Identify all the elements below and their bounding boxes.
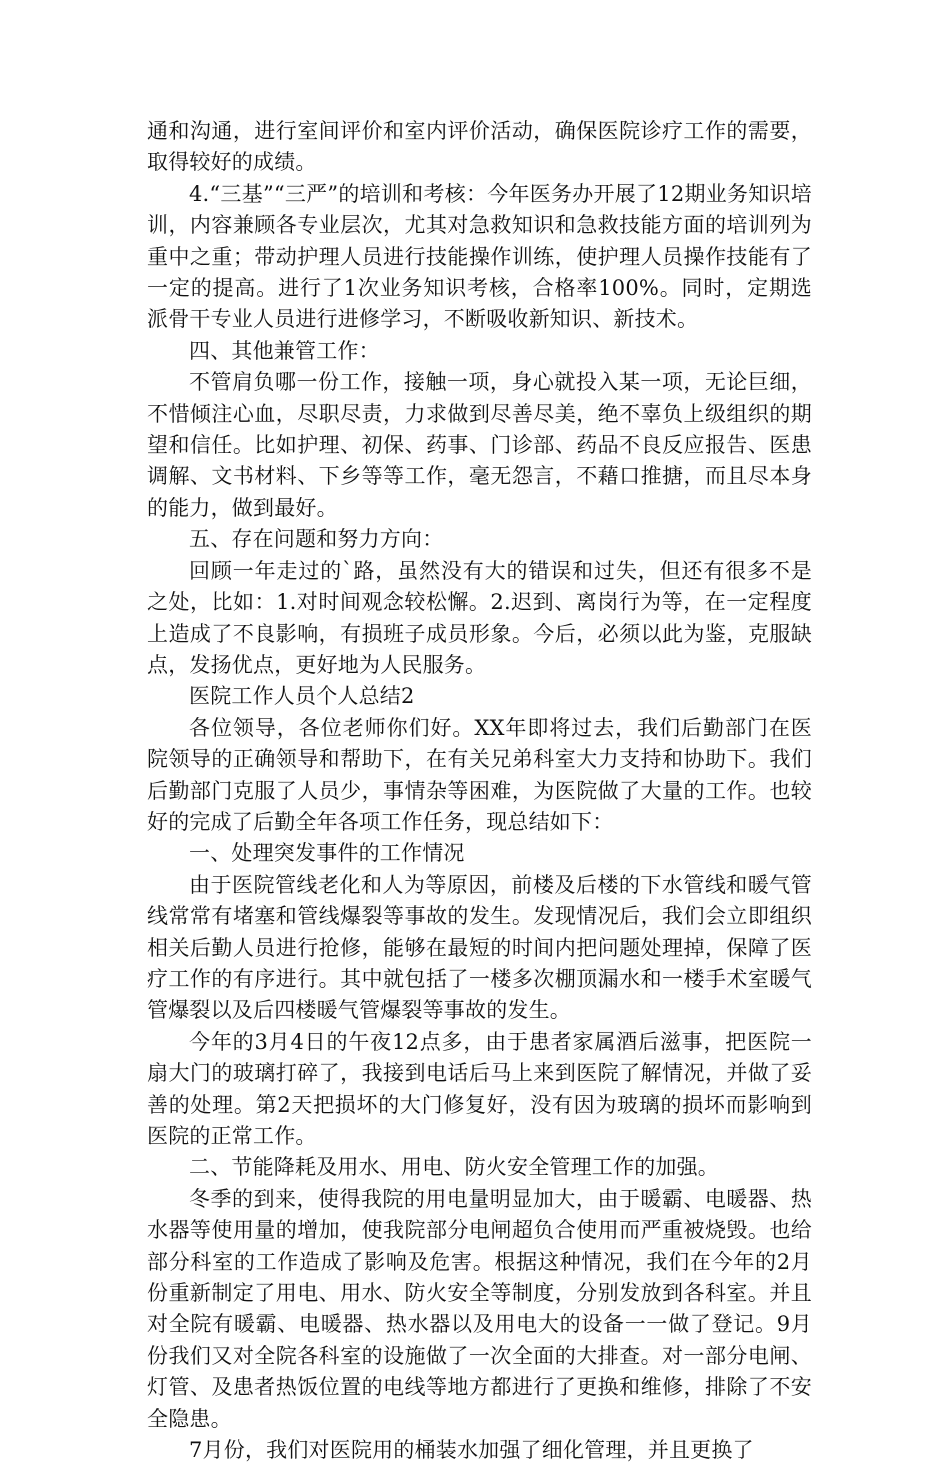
- paragraph: 4.“三基”“三严”的培训和考核：今年医务办开展了12期业务知识培训，内容兼顾各专业层次，尤其对急救知识和急救技能方面的培训列为重中之重；带动护理人员进行技能操作训练，使护理人员操作技能有了一定的提高。进行了1次业务知识考核，合格率100%。同时，定期选派骨干专业人员进行进修学习，不断吸收新知识、新技术。: [147, 181, 812, 332]
- paragraph: 7月份，我们对医院用的桶装水加强了细化管理，并且更换了: [189, 1438, 754, 1463]
- paragraph: 不管肩负哪一份工作，接触一项，身心就投入某一项，无论巨细，不惜倾注心血，尽职尽责，力求做到尽善尽美，绝不辜负上级组织的期望和信任。比如护理、初保、药事、门诊部、药品不良反应报告、医患调解、文书材料、下乡等等工作，毫无怨言，不藉口推搪，而且尽本身的能力，做到最好。: [147, 370, 812, 520]
- paragraph: 各位领导，各位老师你们好。XX年即将过去，我们后勤部门在医院领导的正确领导和帮助下，在有关兄弟科室大力支持和协助下。我们后勤部门克服了人员少，事情杂等困难，为医院做了大量的工作。也较好的完成了后勤全年各项工作任务，现总结如下：: [147, 715, 812, 834]
- section-heading: 二、节能降耗及用水、用电、防火安全管理工作的加强。: [189, 1155, 719, 1180]
- section-heading: 五、存在问题和努力方向：: [189, 527, 444, 552]
- section-heading: 一、处理突发事件的工作情况: [189, 841, 465, 866]
- paragraph: 通和沟通，进行室间评价和室内评价活动，确保医院诊疗工作的需要，取得较好的成绩。: [147, 119, 812, 175]
- paragraph: 由于医院管线老化和人为等原因，前楼及后楼的下水管线和暖气管线常常有堵塞和管线爆裂等事故的发生。发现情况后，我们会立即组织相关后勤人员进行抢修，能够在最短的时间内把问题处理掉，保障了医疗工作的有序进行。其中就包括了一楼多次棚顶漏水和一楼手术室暖气管爆裂以及后四楼暖气管爆裂等事故的发生。: [147, 872, 812, 1023]
- section-heading: 四、其他兼管工作：: [189, 338, 380, 363]
- document-body: [147, 116, 812, 1466]
- document-title: 医院工作人员个人总结2: [189, 684, 415, 709]
- paragraph: 冬季的到来，使得我院的用电量明显加大，由于暖霸、电暖器、热水器等使用量的增加，使我院部分电闸超负合使用而严重被烧毁。也给部分科室的工作造成了影响及危害。根据这种情况，我们在今年的2月份重新制定了用电、用水、防火安全等制度，分别发放到各科室。并且对全院有暖霸、电暖器、热水器以及用电大的设备一一做了登记。9月份我们又对全院各科室的设施做了一次全面的大排查。对一部分电闸、灯管、及患者热饭位置的电线等地方都进行了更换和维修，排除了不安全隐患。: [147, 1186, 812, 1431]
- paragraph: 回顾一年走过的`路，虽然没有大的错误和过失，但还有很多不是之处，比如：1.对时间观念较松懈。2.迟到、离岗行为等，在一定程度上造成了不良影响，有损班子成员形象。今后，必须以此为鉴，克服缺点，发扬优点，更好地为人民服务。: [147, 558, 812, 677]
- paragraph: 今年的3月4日的午夜12点多，由于患者家属酒后滋事，把医院一扇大门的玻璃打碎了，我接到电话后马上来到医院了解情况，并做了妥善的处理。第2天把损坏的大门修复好，没有因为玻璃的损坏而影响到医院的正常工作。: [147, 1029, 812, 1148]
